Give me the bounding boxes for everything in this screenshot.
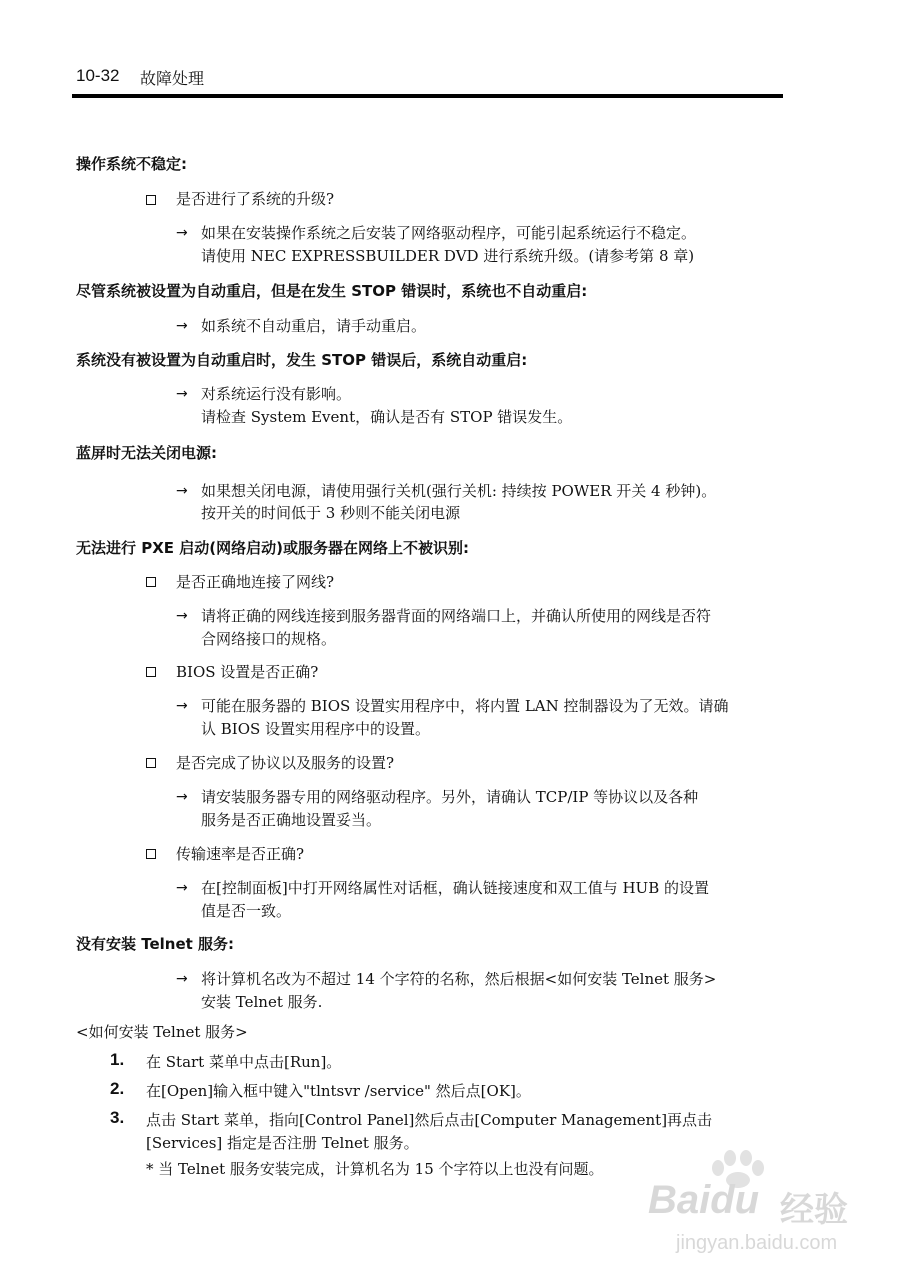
answer-line: 如果想关闭电源，请使用强行关机(强行关机: 持续按 POWER 开关 4 秒钟)。 [201,482,717,500]
section-heading: 蓝屏时无法关闭电源: [76,444,217,462]
page-number: 10-32 [76,66,120,85]
arrow-right-icon: → [176,789,188,805]
answer-line: 值是否一致。 [201,902,292,920]
install-note: * 当 Telnet 服务安装完成，计算机名为 15 个字符以上也没有问题。 [146,1160,604,1178]
answer-line: 将计算机名改为不超过 14 个字符的名称，然后根据<如何安装 Telnet 服务> [201,970,717,988]
header-rule [72,94,783,98]
answer-line: 请将正确的网线连接到服务器背面的网络端口上，并确认所使用的网线是否符 [201,607,712,625]
watermark-brand: Baidu [648,1178,760,1222]
step-text: 点击 Start 菜单，指向[Control Panel]然后点击[Computer Management]再点击 [146,1111,713,1129]
answer-line: 如系统不自动重启，请手动重启。 [201,317,427,335]
section-heading: 系统没有被设置为自动重启时，发生 STOP 错误后，系统自动重启: [76,351,528,369]
answer-line: 合网络接口的规格。 [201,630,337,648]
step-number: 3. [110,1108,125,1127]
answer-line: 服务是否正确地设置妥当。 [201,811,382,829]
section-heading: 尽管系统被设置为自动重启，但是在发生 STOP 错误时，系统也不自动重启: [76,282,588,300]
arrow-right-icon: → [176,698,188,714]
step-text: 在 Start 菜单中点击[Run]。 [146,1053,342,1071]
question-text: BIOS 设置是否正确? [176,663,319,681]
question-text: 传输速率是否正确? [176,845,305,863]
question-text: 是否进行了系统的升级? [176,190,335,208]
arrow-right-icon: → [176,225,188,241]
section-heading: 没有安装 Telnet 服务: [76,935,235,953]
arrow-right-icon: → [176,608,188,624]
checkbox-icon [146,667,156,677]
arrow-right-icon: → [176,318,188,334]
checkbox-icon [146,577,156,587]
arrow-right-icon: → [176,483,188,499]
answer-line: 如果在安装操作系统之后安装了网络驱动程序，可能引起系统运行不稳定。 [201,224,697,242]
step-number: 2. [110,1079,125,1098]
answer-line: 在[控制面板]中打开网络属性对话框，确认链接速度和双工值与 HUB 的设置 [201,879,709,897]
page-title: 故障处理 [140,69,205,88]
answer-line: 可能在服务器的 BIOS 设置实用程序中，将内置 LAN 控制器设为了无效。请确 [201,697,729,715]
answer-line: 安装 Telnet 服务. [201,993,323,1011]
answer-line: 认 BIOS 设置实用程序中的设置。 [201,720,431,738]
howto-title: <如何安装 Telnet 服务> [76,1023,248,1041]
answer-line: 请安装服务器专用的网络驱动程序。另外，请确认 TCP/IP 等协议以及各种 [201,788,699,806]
checkbox-icon [146,849,156,859]
answer-line: 请检查 System Event，确认是否有 STOP 错误发生。 [201,408,573,426]
section-heading: 操作系统不稳定: [76,155,187,173]
checkbox-icon [146,758,156,768]
checkbox-icon [146,195,156,205]
watermark-url: jingyan.baidu.com [676,1232,838,1254]
step-text: 在[Open]输入框中键入"tlntsvr /service" 然后点[OK]。 [146,1082,531,1100]
arrow-right-icon: → [176,971,188,987]
section-heading: 无法进行 PXE 启动(网络启动)或服务器在网络上不被识别: [76,539,469,557]
question-text: 是否正确地连接了网线? [176,573,335,591]
baidu-watermark [648,1148,898,1268]
watermark-cn: 经验 [780,1190,848,1230]
step-number: 1. [110,1050,125,1069]
answer-line: 请使用 NEC EXPRESSBUILDER DVD 进行系统升级。(请参考第 8 章) [201,247,695,265]
step-text: [Services] 指定是否注册 Telnet 服务。 [146,1134,419,1152]
answer-line: 按开关的时间低于 3 秒则不能关闭电源 [201,504,461,522]
arrow-right-icon: → [176,386,188,402]
answer-line: 对系统运行没有影响。 [201,385,352,403]
arrow-right-icon: → [176,880,188,896]
question-text: 是否完成了协议以及服务的设置? [176,754,395,772]
